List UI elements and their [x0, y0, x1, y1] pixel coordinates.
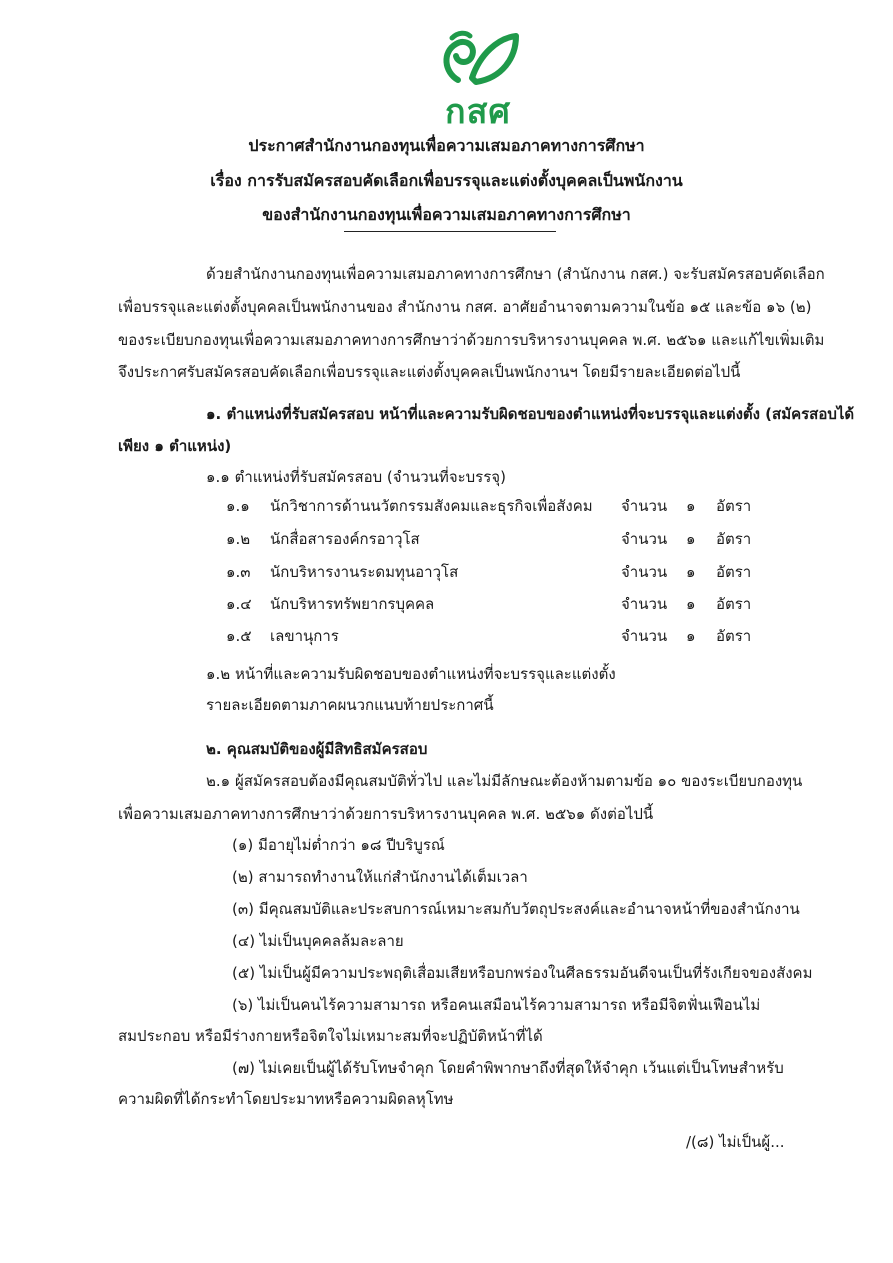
org-logo	[428, 28, 528, 132]
count-label: จำนวน	[621, 497, 668, 515]
announcement-title-line1: ประกาศสำนักงานกองทุนเพื่อความเสมอภาคทางการศึกษา	[248, 136, 645, 155]
qualification-item7-line2: ความผิดที่ได้กระทำโดยประมาทหรือความผิดลหุโทษ	[118, 1090, 454, 1108]
count-value: ๑	[686, 595, 696, 613]
count-label: จำนวน	[621, 595, 668, 613]
count-unit: อัตรา	[716, 595, 752, 613]
count-value: ๑	[686, 627, 696, 645]
qualification-item: (๓) มีคุณสมบัติและประสบการณ์เหมาะสมกับวัตถุประสงค์และอำนาจหน้าที่ของสำนักงาน	[232, 900, 800, 918]
logo-text: กสศ	[445, 92, 511, 132]
qualification-item: (๒) สามารถทำงานให้แก่สำนักงานได้เต็มเวลา	[232, 868, 528, 886]
intro-line4: จึงประกาศรับสมัครสอบคัดเลือกเพื่อบรรจุและแต่งตั้งบุคคลเป็นพนักงานฯ โดยมีรายละเอียดต่อไปนี้	[118, 363, 741, 381]
section1-sub1: ๑.๑ ตำแหน่งที่รับสมัครสอบ (จำนวนที่จะบรรจุ)	[206, 468, 506, 486]
count-value: ๑	[686, 530, 696, 548]
count-unit: อัตรา	[716, 497, 752, 515]
title-divider	[344, 231, 556, 232]
position-name: นักบริหารงานระดมทุนอาวุโส	[270, 563, 459, 581]
qualification-item7-line1: (๗) ไม่เคยเป็นผู้ได้รับโทษจำคุก โดยคำพิพากษาถึงที่สุดให้จำคุก เว้นแต่เป็นโทษสำหรับ	[232, 1059, 784, 1077]
position-name: นักบริหารทรัพยากรบุคคล	[270, 595, 435, 613]
position-row	[0, 560, 893, 582]
position-row	[0, 592, 893, 614]
section2-heading: ๒. คุณสมบัติของผู้มีสิทธิสมัครสอบ	[206, 740, 428, 758]
position-number: ๑.๑	[226, 497, 250, 515]
count-value: ๑	[686, 497, 696, 515]
section1-heading-line2: เพียง ๑ ตำแหน่ง)	[118, 437, 232, 455]
position-row	[0, 624, 893, 646]
count-label: จำนวน	[621, 627, 668, 645]
section1-sub2-line1: ๑.๒ หน้าที่และความรับผิดชอบของตำแหน่งที่จะบรรจุและแต่งตั้ง	[206, 665, 616, 683]
intro-line1: ด้วยสำนักงานกองทุนเพื่อความเสมอภาคทางการศึกษา (สำนักงาน กสศ.) จะรับสมัครสอบคัดเลือก	[206, 265, 825, 283]
section1-heading-line1: ๑. ตำแหน่งที่รับสมัครสอบ หน้าที่และความรับผิดชอบของตำแหน่งที่จะบรรจุและแต่งตั้ง (สมัครสอบได้	[206, 405, 855, 423]
qualification-item6-line1: (๖) ไม่เป็นคนไร้ความสามารถ หรือคนเสมือนไร้ความสามารถ หรือมีจิตฟั่นเฟือนไม่	[232, 996, 761, 1014]
position-number: ๑.๒	[226, 530, 251, 548]
section2-sub1-line1: ๒.๑ ผู้สมัครสอบต้องมีคุณสมบัติทั่วไป และไม่มีลักษณะต้องห้ามตามข้อ ๑๐ ของระเบียบกองทุน	[206, 772, 803, 790]
section2-sub1-line2: เพื่อความเสมอภาคทางการศึกษาว่าด้วยการบริหารงานบุคคล พ.ศ. ๒๕๖๑ ดังต่อไปนี้	[118, 805, 654, 823]
position-name: นักสื่อสารองค์กรอาวุโส	[270, 530, 420, 548]
position-number: ๑.๔	[226, 595, 252, 613]
intro-line3: ของระเบียบกองทุนเพื่อความเสมอภาคทางการศึกษาว่าด้วยการบริหารงานบุคคล พ.ศ. ๒๕๖๑ และแก้ไขเพิ่มเติม	[118, 331, 825, 349]
announcement-title-line2: เรื่อง การรับสมัครสอบคัดเลือกเพื่อบรรจุและแต่งตั้งบุคคลเป็นพนักงาน	[210, 171, 683, 190]
qualification-item6-line2: สมประกอบ หรือมีร่างกายหรือจิตใจไม่เหมาะสมที่จะปฏิบัติหน้าที่ได้	[118, 1027, 543, 1045]
count-label: จำนวน	[621, 530, 668, 548]
count-value: ๑	[686, 563, 696, 581]
intro-line2: เพื่อบรรจุและแต่งตั้งบุคคลเป็นพนักงานของ สำนักงาน กสศ. อาศัยอำนาจตามความในข้อ ๑๕ และข้อ ๑๖ (๒)	[118, 298, 812, 316]
qualification-item: (๑) มีอายุไม่ต่ำกว่า ๑๘ ปีบริบูรณ์	[232, 836, 445, 854]
count-unit: อัตรา	[716, 627, 752, 645]
position-row	[0, 527, 893, 549]
position-name: เลขานุการ	[270, 627, 339, 645]
leaf-logo-icon	[436, 28, 520, 88]
qualification-item: (๔) ไม่เป็นบุคคลล้มละลาย	[232, 932, 404, 950]
qualification-item: (๕) ไม่เป็นผู้มีความประพฤติเสื่อมเสียหรือบกพร่องในศีลธรรมอันดีจนเป็นที่รังเกียจของสังคม	[232, 964, 813, 982]
position-row	[0, 494, 893, 516]
position-name: นักวิชาการด้านนวัตกรรมสังคมและธุรกิจเพื่อสังคม	[270, 497, 593, 515]
count-unit: อัตรา	[716, 530, 752, 548]
count-label: จำนวน	[621, 563, 668, 581]
position-number: ๑.๓	[226, 563, 251, 581]
count-unit: อัตรา	[716, 563, 752, 581]
position-number: ๑.๕	[226, 627, 252, 645]
announcement-title-line3: ของสำนักงานกองทุนเพื่อความเสมอภาคทางการศึกษา	[262, 205, 631, 224]
page-continuation: /(๘) ไม่เป็นผู้...	[686, 1133, 785, 1151]
section1-sub2-line2: รายละเอียดตามภาคผนวกแนบท้ายประกาศนี้	[206, 696, 494, 714]
